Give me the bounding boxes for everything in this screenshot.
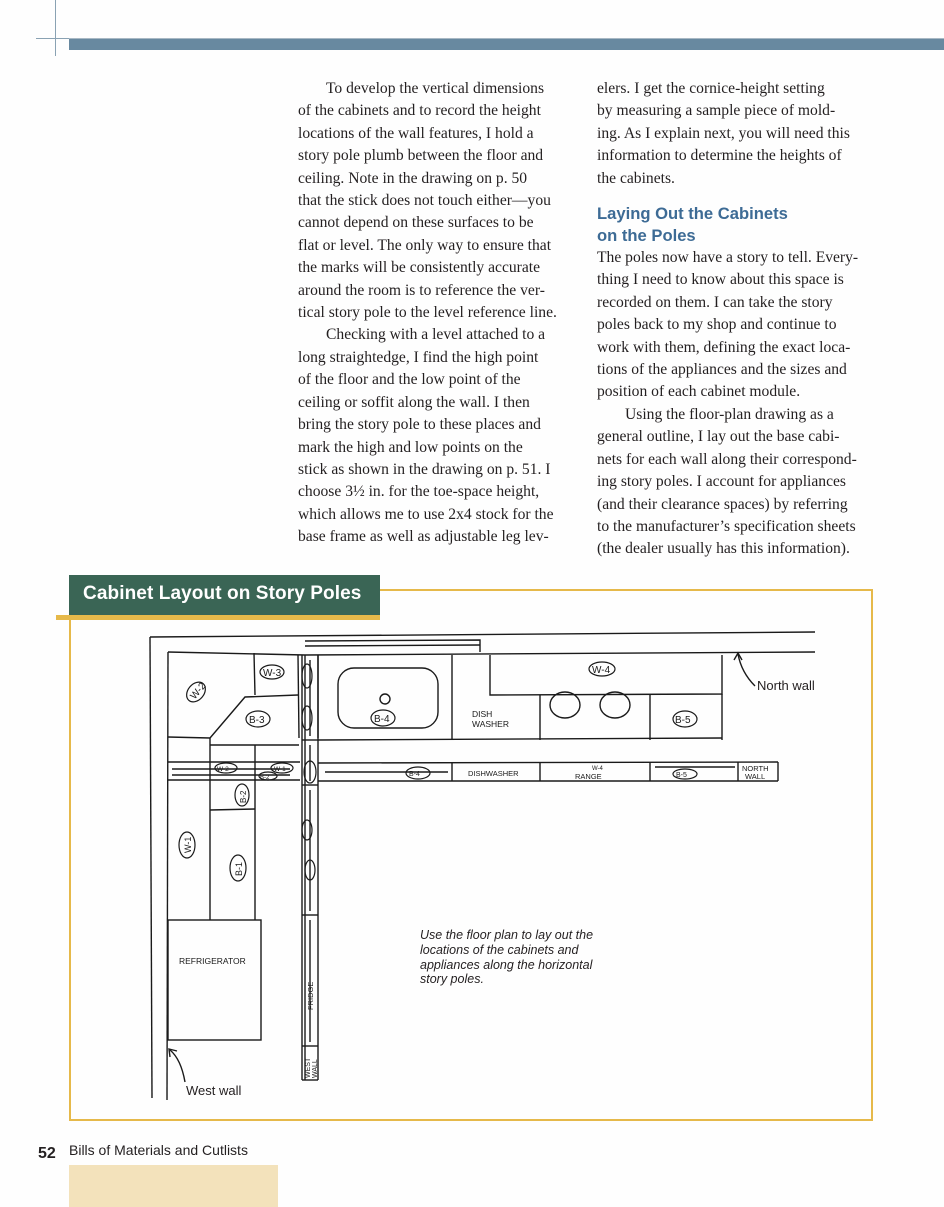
pole-label-range: RANGE [575,772,602,781]
text-line: The poles now have a story to tell. Every- [597,249,859,267]
text-line: around the room is to reference the ver- [298,281,545,299]
running-head: Bills of Materials and Cutlists [69,1142,248,1158]
range-burner-icon [600,692,630,718]
text-line: recorded on them. I can take the story [597,293,833,311]
text-line: ceiling. Note in the drawing on p. 50 [298,169,528,187]
north-wall-callout: North wall [757,678,815,693]
text-line: cannot depend on these surfaces to be [298,214,534,232]
refrigerator-box [168,920,261,1040]
north-story-pole-top [318,762,778,763]
text-line: by measuring a sample piece of mold- [597,102,836,120]
pole-label-west: WEST [305,1057,312,1078]
label-w2: W-2 [188,680,209,702]
text-line: to the manufacturer’s specification sheets [597,517,856,535]
text-line: information to determine the heights of [597,147,842,165]
text-line: long straightedge, I find the high point [298,348,539,366]
text-line: choose 3½ in. for the toe-space height, [298,483,540,501]
text-line: (the dealer usually has this information). [597,540,850,558]
text-line: locations of the wall features, I hold a [298,124,534,142]
text-line: that the stick does not touch either—you [298,192,551,210]
pole-label-wall-west: WALL [312,1059,319,1078]
text-line: nets for each wall along their correspond- [597,450,857,468]
pole-label-north: NORTH [742,764,769,773]
label-b3: B-3 [249,715,265,726]
pole-label-wall: WALL [745,772,766,781]
text-line: ceiling or soffit along the wall. I then [298,393,530,411]
text-line: stick as shown in the drawing on p. 51. I [298,460,551,478]
text-line: position of each cabinet module. [597,383,801,401]
pole-label-w2: W-2 [217,766,229,773]
label-b5: B-5 [675,715,691,726]
text-line: of the floor and the low point of the [298,371,521,389]
text-line: ing story poles. I account for appliances [597,473,846,491]
pole-label-b2: B-2 [260,775,270,781]
text-line: Checking with a level attached to a [326,326,546,344]
west-wall-line-outer [150,637,152,1098]
label-dishwasher-bottom: WASHER [472,719,509,729]
label-dishwasher-top: DISH [472,709,493,719]
text-line: thing I need to know about this space is [597,271,844,289]
label-w4: W-4 [592,665,611,676]
text-line: the cabinets. [597,169,675,187]
pole-label-w4: W-4 [592,766,603,772]
text-line: To develop the vertical dimensions [326,80,545,97]
text-line: poles back to my shop and continue to [597,316,837,334]
pole-label-b5: B-5 [676,772,687,779]
label-w3: W-3 [263,668,282,679]
text-line: the marks will be consistently accurate [298,259,541,277]
north-wall-line-outer [150,632,815,637]
label-refrigerator: REFRIGERATOR [179,956,246,966]
subheading-line: Laying Out the Cabinets [597,204,788,224]
footer-color-block [69,1165,278,1207]
text-line: general outline, I lay out the base cabi- [597,428,840,446]
text-line: story pole plumb between the floor and [298,147,544,165]
pole-label-b4: B-4 [409,771,420,778]
text-line: work with them, defining the exact loca- [597,338,851,356]
pole-label-w1: W-1 [274,766,286,773]
text-line: elers. I get the cornice-height setting [597,80,825,97]
label-b1: B-1 [234,861,244,876]
subheading-line: on the Poles [597,226,696,246]
pole-label-fridge: FRIDGE [306,981,315,1010]
text-line: Using the floor-plan drawing as a [625,405,834,423]
text-line: mark the high and low points on the [298,438,523,456]
text-line: (and their clearance spaces) by referring [597,495,848,513]
figure-caption: Use the floor plan to lay out the locations of the cabinets and appliances along the horizontal story poles. [420,928,594,987]
figure-title: Cabinet Layout on Story Poles [83,583,362,604]
west-wall-callout: West wall [186,1083,242,1098]
text-line: tical story pole to the level reference line. [298,304,557,322]
text-line: ing. As I explain next, you will need this [597,124,850,142]
label-b4: B-4 [374,714,390,725]
page-number: 52 [38,1145,56,1162]
text-line: tions of the appliances and the sizes and [597,361,847,379]
west-wall-arrow [170,1050,185,1082]
text-line: of the cabinets and to record the height [298,102,541,120]
text-line: which allows me to use 2x4 stock for the [298,505,554,523]
label-b2: B-2 [239,790,248,803]
text-line: flat or level. The only way to ensure that [298,236,552,254]
label-w1: W-1 [183,836,193,853]
range-burner-icon [550,692,580,718]
text-line: base frame as well as adjustable leg lev- [298,528,549,546]
pole-label-dishwasher: DISHWASHER [468,769,519,778]
text-line: bring the story pole to these places and [298,416,541,434]
